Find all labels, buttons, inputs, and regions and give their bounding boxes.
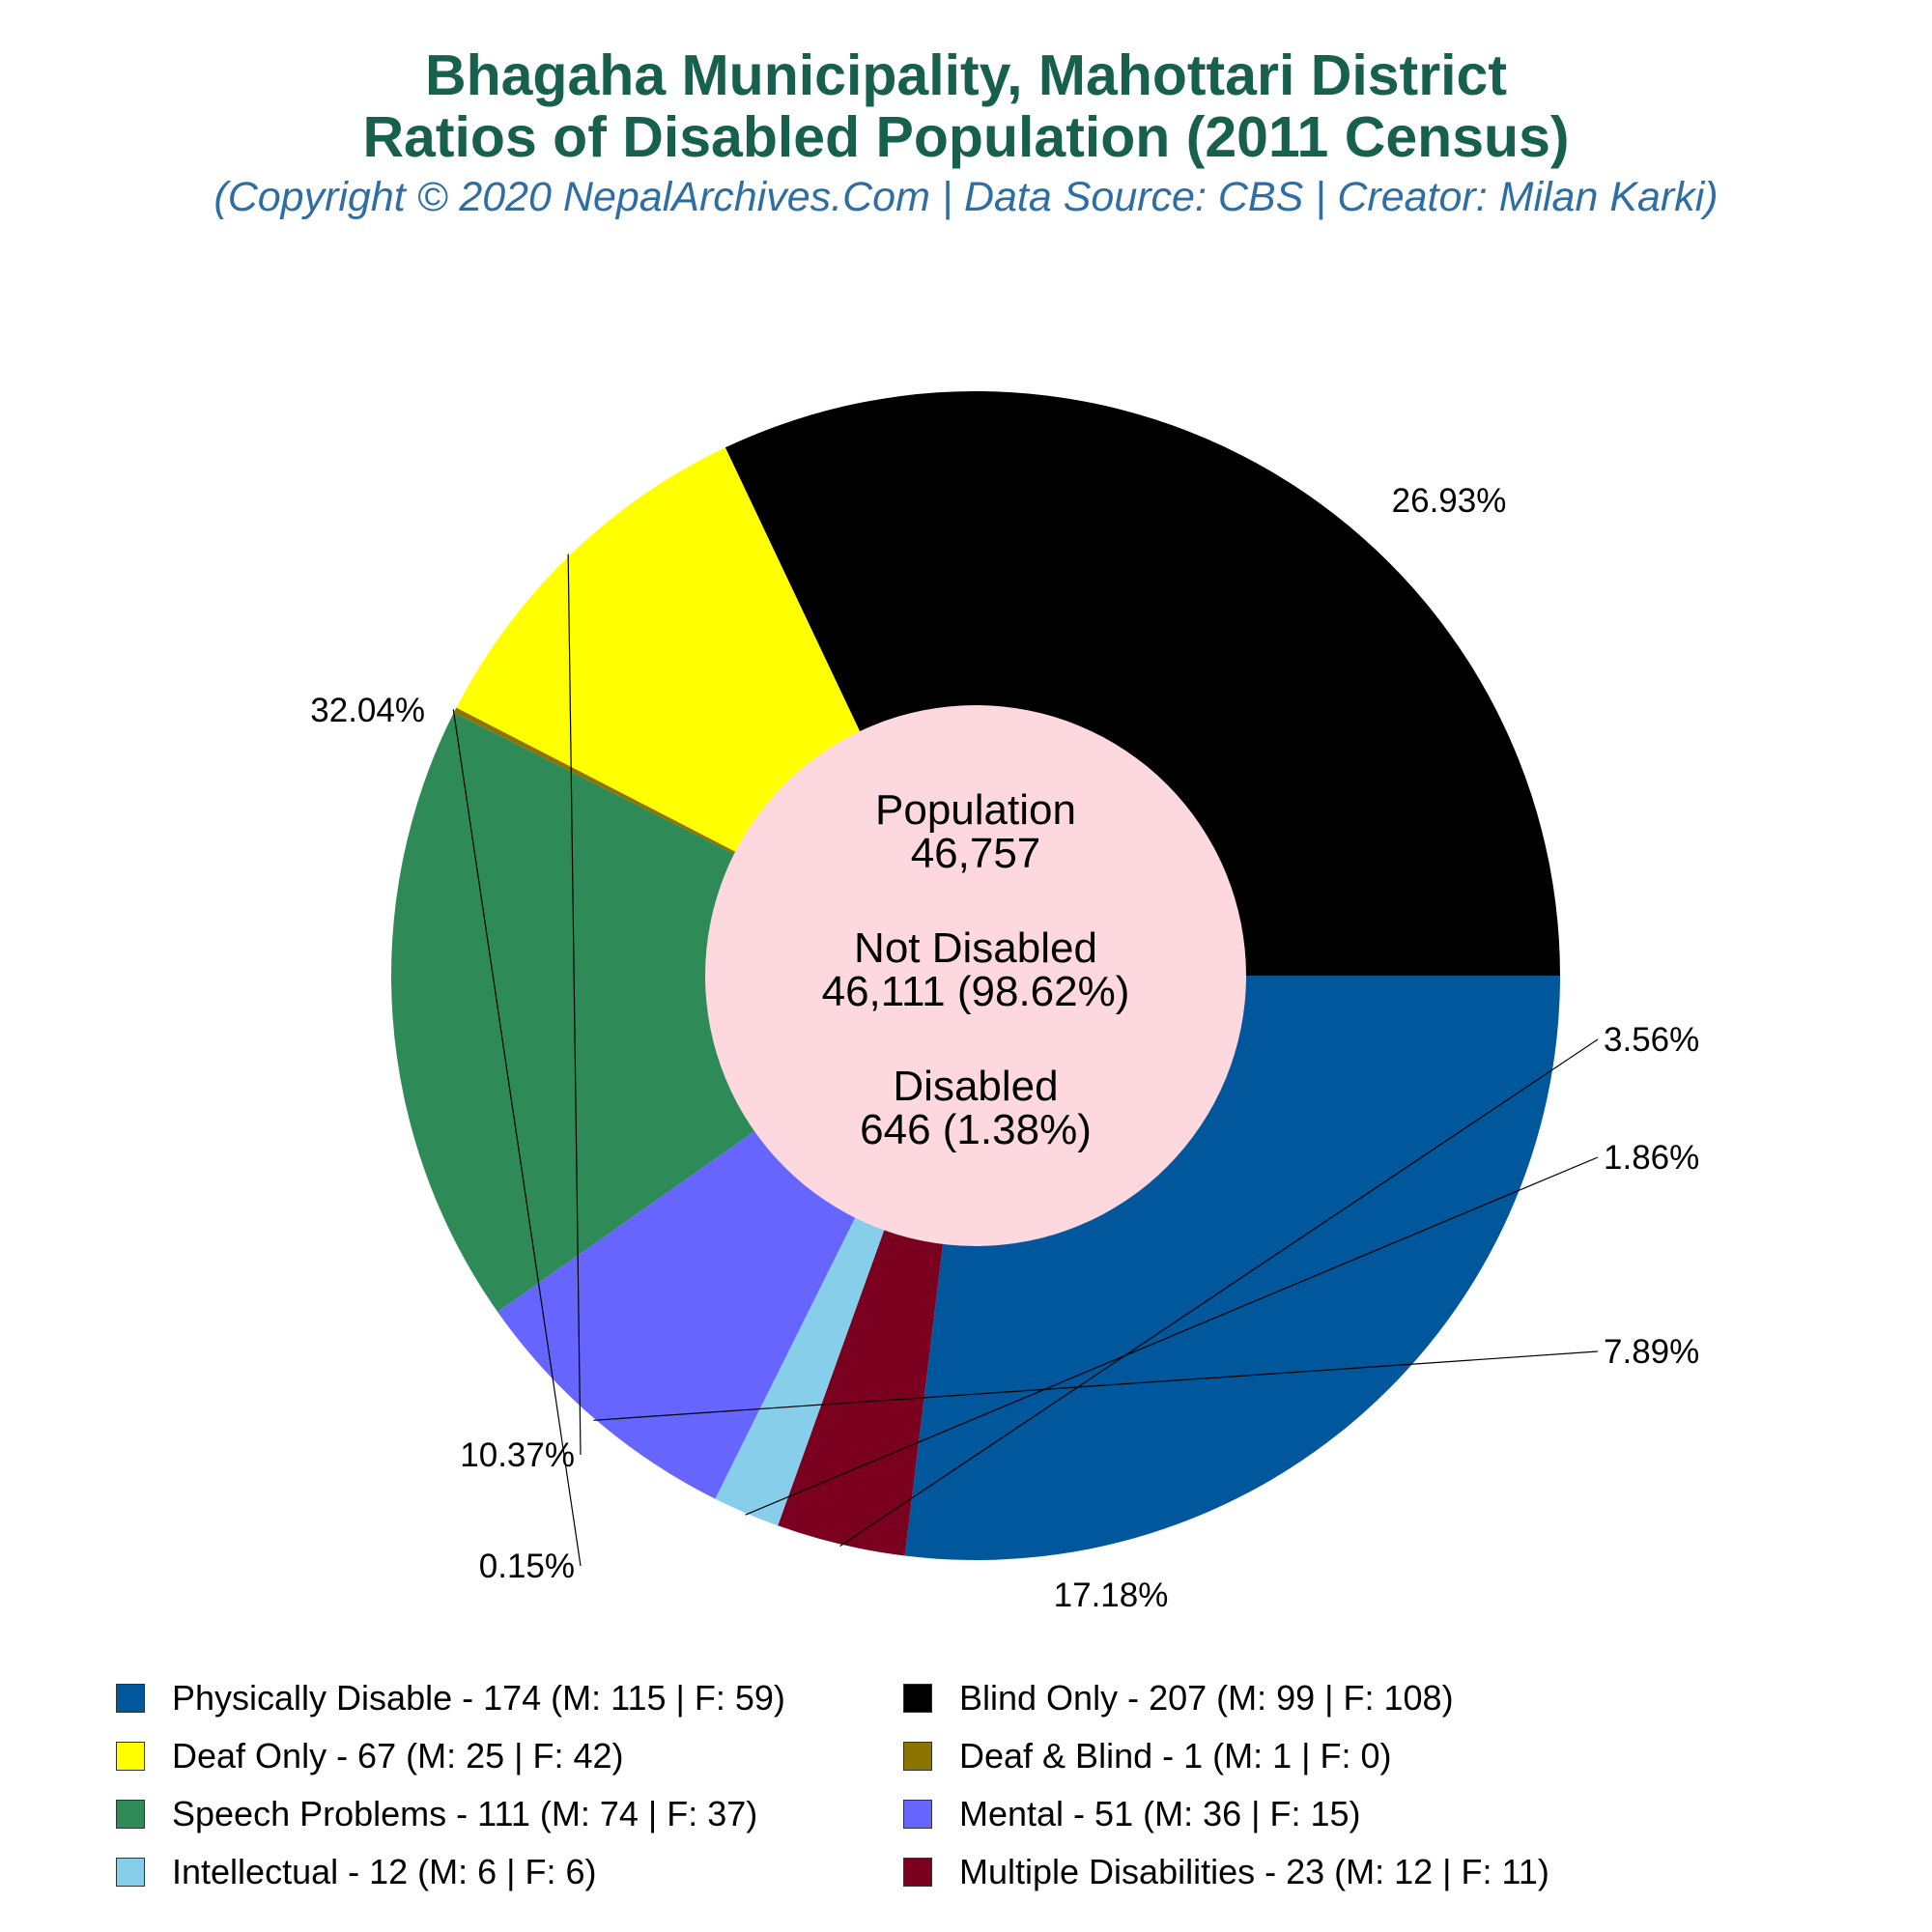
legend-swatch [116, 1742, 145, 1771]
center-population-value: 46,757 [910, 830, 1041, 877]
legend-label: Mental - 51 (M: 36 | F: 15) [959, 1794, 1361, 1833]
percent-label: 7.89% [1604, 1333, 1700, 1371]
legend-item [116, 1676, 903, 1720]
legend-item [116, 1792, 903, 1836]
legend-item [903, 1792, 1869, 1836]
legend-swatch [903, 1858, 932, 1887]
legend-label: Physically Disable - 174 (M: 115 | F: 59) [172, 1678, 785, 1718]
chart-legend [116, 1676, 1874, 1894]
center-not-disabled-label: Not Disabled [854, 924, 1097, 972]
center-not-disabled-value: 46,111 (98.62%) [821, 968, 1130, 1015]
chart-subtitle: (Copyright © 2020 NepalArchives.Com | Data Source: CBS | Creator: Milan Karki) [213, 174, 1719, 220]
center-disabled-label: Disabled [893, 1063, 1059, 1110]
percent-label: 17.18% [1053, 1577, 1169, 1614]
legend-swatch [116, 1684, 145, 1713]
percent-label: 1.86% [1604, 1139, 1700, 1177]
chart-title-line1: Bhagaha Municipality, Mahottari District [424, 43, 1508, 107]
legend-swatch [903, 1742, 932, 1771]
legend-swatch [903, 1684, 932, 1713]
center-population-label: Population [875, 786, 1076, 834]
legend-label: Blind Only - 207 (M: 99 | F: 108) [959, 1678, 1454, 1718]
percent-label: 3.56% [1604, 1021, 1700, 1059]
percent-label: 10.37% [460, 1436, 575, 1474]
legend-label: Speech Problems - 111 (M: 74 | F: 37) [172, 1794, 758, 1833]
center-disabled-value: 646 (1.38%) [860, 1106, 1092, 1153]
legend-item [903, 1734, 1869, 1778]
legend-swatch [903, 1800, 932, 1829]
legend-label: Intellectual - 12 (M: 6 | F: 6) [172, 1852, 597, 1891]
legend-label: Multiple Disabilities - 23 (M: 12 | F: 11) [959, 1852, 1549, 1891]
legend-label: Deaf & Blind - 1 (M: 1 | F: 0) [959, 1736, 1392, 1776]
chart-title-line2: Ratios of Disabled Population (2011 Census) [362, 105, 1570, 169]
percent-label: 0.15% [478, 1548, 575, 1585]
legend-label: Deaf Only - 67 (M: 25 | F: 42) [172, 1736, 624, 1776]
legend-item [116, 1850, 903, 1894]
legend-swatch [116, 1858, 145, 1887]
legend-item [903, 1850, 1869, 1894]
legend-item [116, 1734, 903, 1778]
percent-label: 26.93% [1391, 482, 1507, 520]
percent-label: 32.04% [310, 692, 425, 729]
legend-item [903, 1676, 1869, 1720]
legend-swatch [116, 1800, 145, 1829]
